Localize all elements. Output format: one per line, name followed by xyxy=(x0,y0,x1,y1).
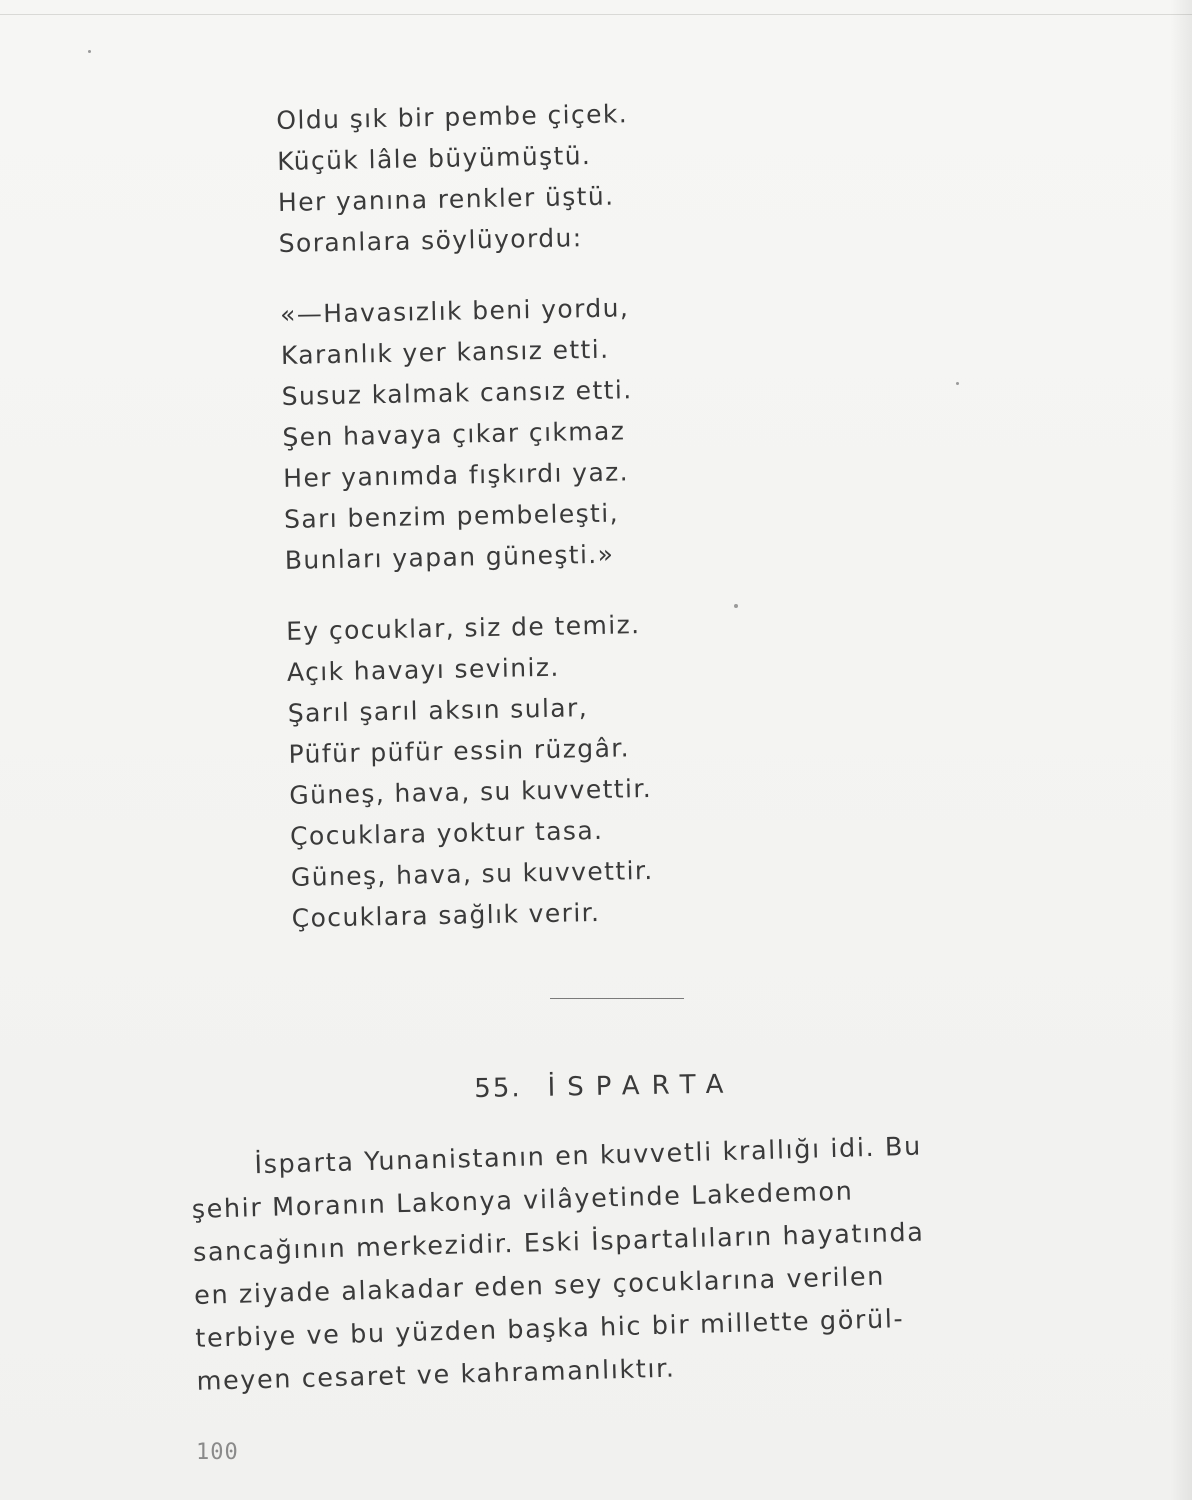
poem-line: Bunları yapan güneşti.» xyxy=(284,539,615,575)
poem-stanza-1 xyxy=(276,90,799,264)
poem-line: «—Havasızlık beni yordu, xyxy=(279,293,630,329)
prose-paragraph xyxy=(190,1122,1057,1404)
poem-line: Susuz kalmak cansız etti. xyxy=(281,375,633,411)
section-heading xyxy=(474,1069,736,1104)
page-number: 100 xyxy=(196,1440,239,1465)
section-number: 55. xyxy=(474,1073,522,1104)
print-speck xyxy=(88,50,91,53)
poem-line: Soranlara söylüyordu: xyxy=(278,223,583,258)
poem-line: Püfür püfür essin rüzgâr. xyxy=(288,733,631,769)
poem-line: Güneş, hava, su kuvvettir. xyxy=(289,773,653,810)
poem-line: Küçük lâle büyümüştü. xyxy=(276,140,592,176)
poem-line: Oldu şık bir pembe çiçek. xyxy=(276,99,629,135)
section-title: İSPARTA xyxy=(547,1069,736,1103)
print-speck xyxy=(734,604,738,608)
poem-stanza-3 xyxy=(286,601,812,939)
page-binding-shadow xyxy=(1170,0,1192,1500)
poem-line: Çocuklara yoktur tasa. xyxy=(289,815,604,851)
prose-line: en ziyade alakadar eden sey çocuklarına verilen xyxy=(193,1261,886,1311)
poem xyxy=(276,90,813,969)
poem-line: Ey çocuklar, siz de temiz. xyxy=(285,610,641,646)
prose-line: meyen cesaret ve kahramanlıktır. xyxy=(196,1353,676,1397)
prose-line: İsparta Yunanistanın en kuvvetli krallığı idi. Bu xyxy=(254,1131,923,1181)
prose-line: şehir Moranın Lakonya vilâyetinde Lakedemon xyxy=(191,1176,854,1225)
poem-stanza-2 xyxy=(280,284,805,581)
prose-line: terbiye ve bu yüzden başka hic bir millette görül- xyxy=(194,1304,905,1354)
poem-line: Çocuklara sağlık verir. xyxy=(291,897,601,933)
prose-line: sancağının merkezidir. Eski İspartalıların hayatında xyxy=(192,1217,925,1268)
poem-line: Her yanına renkler üştü. xyxy=(277,181,615,217)
poem-line: Şen havaya çıkar çıkmaz xyxy=(282,416,626,452)
page-top-edge xyxy=(0,0,1192,15)
section-divider xyxy=(550,998,684,999)
poem-line: Her yanımda fışkırdı yaz. xyxy=(282,457,630,493)
print-speck xyxy=(956,382,959,385)
poem-line: Karanlık yer kansız etti. xyxy=(280,334,610,370)
poem-line: Sarı benzim pembeleşti, xyxy=(283,498,620,534)
poem-line: Güneş, hava, su kuvvettir. xyxy=(290,855,654,892)
poem-line: Şarıl şarıl aksın sular, xyxy=(287,693,589,728)
poem-line: Açık havayı seviniz. xyxy=(286,652,560,687)
